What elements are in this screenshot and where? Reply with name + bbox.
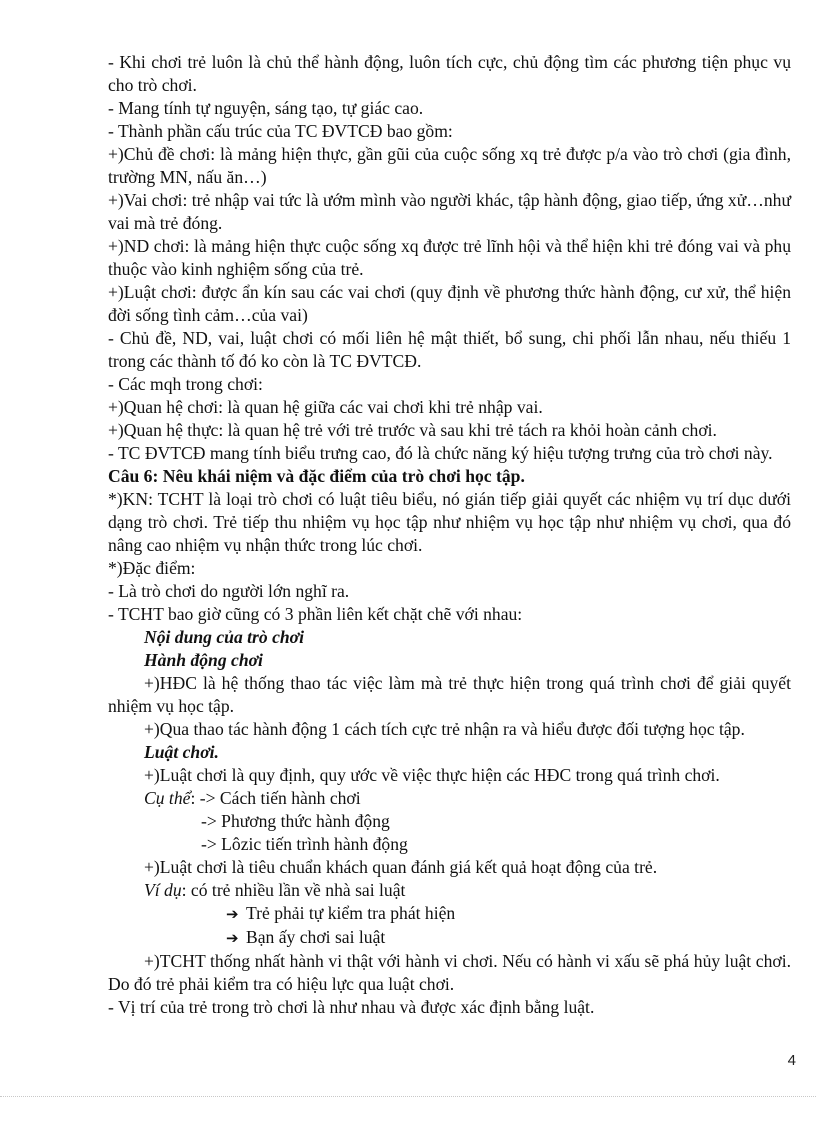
specific-item: : -> Cách tiến hành chơi [190, 788, 361, 808]
paragraph: +)ND chơi: là mảng hiện thực cuộc sống xq được trẻ lĩnh hội và thể hiện khi trẻ đóng vai và phụ thuộc vào kinh nghiệm sống của trẻ. [108, 236, 791, 279]
example-text: : có trẻ nhiều lần về nhà sai luật [181, 880, 406, 900]
part-heading-content: Nội dung của trò chơi [144, 627, 304, 647]
document-body [108, 51, 791, 1019]
concept-paragraph: *)KN: TCHT là loại trò chơi có luật tiêu biểu, nó gián tiếp giải quyết các nhiệm vụ trí dục dưới dạng trò chơi. Trẻ tiếp thu nhiệm vụ học tập như nhiệm vụ học tập như nhiệm vụ chơi, qua đó nâng cao nhiệm vụ nhận thức trong lúc chơi. [108, 489, 791, 555]
paragraph: - Thành phần cấu trúc của TC ĐVTCĐ bao gồm: [108, 121, 453, 141]
specific-label: Cụ thể [144, 788, 191, 808]
specific-item: -> Phương thức hành động [201, 811, 390, 831]
paragraph: - Các mqh trong chơi: [108, 374, 263, 394]
example-line [108, 879, 791, 902]
page-number: 4 [787, 1052, 796, 1069]
feature-item: - Là trò chơi do người lớn nghĩ ra. [108, 581, 350, 601]
part-heading-action: Hành động chơi [144, 650, 263, 670]
rules-paragraph: +)TCHT thống nhất hành vi thật với hành vi chơi. Nếu có hành vi xấu sẽ phá hủy luật chơi. Do đó trẻ phải kiểm tra có hiệu lực qua luật chơi. [108, 951, 791, 994]
rules-paragraph: +)Luật chơi là quy định, quy ước về việc thực hiện các HĐC trong quá trình chơi. [144, 765, 720, 785]
action-paragraph: +)HĐC là hệ thống thao tác việc làm mà trẻ thực hiện trong quá trình chơi để giải quyết nhiệm vụ học tập. [108, 673, 791, 716]
example-item [108, 902, 791, 926]
feature-item: - TCHT bao giờ cũng có 3 phần liên kết chặt chẽ với nhau: [108, 604, 523, 624]
action-paragraph: +)Qua thao tác hành động 1 cách tích cực trẻ nhận ra và hiểu được đối tượng học tập. [144, 719, 745, 739]
paragraph: - TC ĐVTCĐ mang tính biểu trưng cao, đó là chức năng ký hiệu tượng trưng của trò chơi này. [108, 443, 773, 463]
paragraph: +)Chủ đề chơi: là mảng hiện thực, gần gũi của cuộc sống xq trẻ được p/a vào trò chơi (gia đình, trường MN, nấu ăn…) [108, 144, 791, 187]
paragraph: +)Luật chơi: được ẩn kín sau các vai chơi (quy định về phương thức hành động, cư xử, thể hiện đời sống tình cảm…của vai) [108, 282, 791, 325]
rules-paragraph: +)Luật chơi là tiêu chuẩn khách quan đánh giá kết quả hoạt động của trẻ. [144, 857, 658, 877]
paragraph: +)Quan hệ chơi: là quan hệ giữa các vai chơi khi trẻ nhập vai. [108, 397, 543, 417]
example-item-text: Bạn ấy chơi sai luật [246, 927, 386, 947]
specific-line [108, 787, 791, 810]
paragraph: - Chủ đề, ND, vai, luật chơi có mối liên hệ mật thiết, bổ sung, chi phối lẫn nhau, nếu thiếu 1 trong các thành tố đó ko còn là TC ĐVTCĐ. [108, 328, 791, 371]
footer-divider [0, 1096, 816, 1097]
question-6-heading: Câu 6: Nêu khái niệm và đặc điểm của trò chơi học tập. [108, 466, 525, 486]
arrow-right-icon: ➔ [226, 905, 239, 923]
paragraph: +)Vai chơi: trẻ nhập vai tức là ướm mình vào người khác, tập hành động, giao tiếp, ứng xử…như vai mà trẻ đóng. [108, 190, 791, 233]
features-label: *)Đặc điểm: [108, 558, 196, 578]
example-item-text: Trẻ phải tự kiểm tra phát hiện [246, 903, 456, 923]
specific-item: -> Lôzic tiến trình hành động [201, 834, 408, 854]
arrow-right-icon: ➔ [226, 929, 239, 947]
paragraph: - Khi chơi trẻ luôn là chủ thể hành động, luôn tích cực, chủ động tìm các phương tiện phục vụ cho trò chơi. [108, 52, 791, 95]
part-heading-rules: Luật chơi. [144, 742, 219, 762]
example-label: Ví dụ [144, 880, 182, 900]
paragraph: +)Quan hệ thực: là quan hệ trẻ với trẻ trước và sau khi trẻ tách ra khỏi hoàn cảnh chơi. [108, 420, 717, 440]
position-paragraph: - Vị trí của trẻ trong trò chơi là như nhau và được xác định bằng luật. [108, 997, 595, 1017]
paragraph: - Mang tính tự nguyện, sáng tạo, tự giác cao. [108, 98, 424, 118]
example-item [108, 926, 791, 950]
